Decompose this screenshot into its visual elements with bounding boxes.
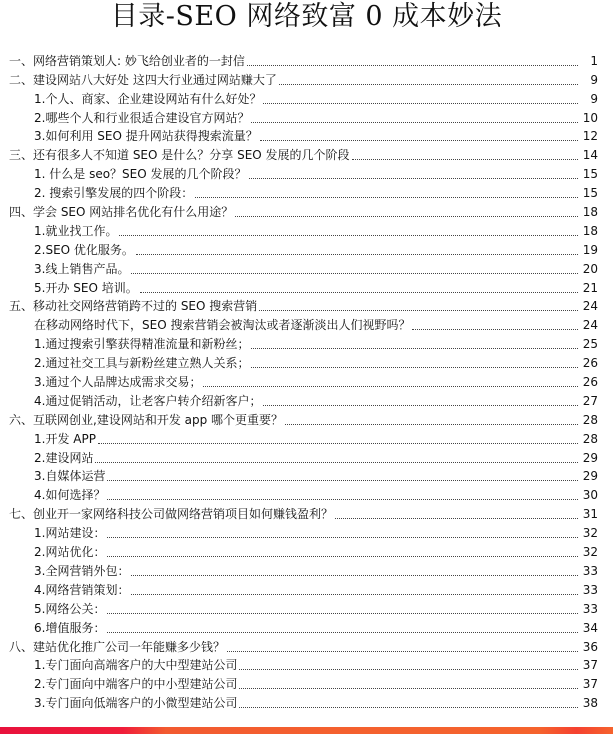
toc-section-entry[interactable] [0,692,613,711]
toc-entry-label: 在移动网络时代下，SEO 搜索营销会被淘汰或者逐渐淡出人们视野吗？ [34,318,411,333]
toc-page-number: 25 [582,337,598,352]
toc-dot-leader [107,631,578,633]
toc-chapter-entry[interactable] [0,296,613,315]
toc-dot-leader [239,706,578,708]
toc-dot-leader [249,177,578,179]
toc-dot-leader [251,347,578,349]
toc-entry-label: 2. 搜索引擎发展的四个阶段： [34,186,194,201]
toc-page-number: 24 [582,299,598,314]
toc-chapter-entry[interactable] [0,69,613,88]
toc-section-entry[interactable] [0,673,613,692]
toc-section-entry[interactable] [0,314,613,333]
toc-page-number: 30 [582,488,598,503]
toc-section-entry[interactable] [0,598,613,617]
toc-page-number: 28 [582,412,598,427]
toc-page-number: 9 [590,91,598,106]
toc-dot-leader [352,158,578,160]
toc-section-entry[interactable] [0,352,613,371]
toc-dot-leader [107,479,578,481]
toc-section-entry[interactable] [0,428,613,447]
toc-page-number: 10 [582,110,598,125]
toc-dot-leader [251,121,578,123]
toc-page-number: 18 [582,205,598,220]
toc-page-number: 21 [582,280,598,295]
toc-page-number: 29 [582,450,598,465]
toc-section-entry[interactable] [0,107,613,126]
toc-section-entry[interactable] [0,447,613,466]
toc-page-number: 20 [582,261,598,276]
toc-section-entry[interactable] [0,560,613,579]
toc-page-number: 38 [582,696,598,711]
toc-section-entry[interactable] [0,239,613,258]
toc-entry-label: 1.网站建设： [34,526,106,541]
toc-dot-leader [203,385,578,387]
toc-dot-leader [263,102,578,104]
toc-page-number: 1 [590,53,598,68]
toc-chapter-entry[interactable] [0,201,613,220]
toc-dot-leader [107,498,578,500]
toc-entry-label: 七、创业开一家网络科技公司做网络营销项目如何赚钱盈利？ [9,507,334,522]
toc-page-number: 24 [582,318,598,333]
toc-entry-label: 2.网站优化： [34,545,106,560]
toc-dot-leader [107,555,578,557]
toc-entry-label: 1.个人、商家、企业建设网站有什么好处？ [34,91,262,106]
toc-page-number: 37 [582,658,598,673]
toc-dot-leader [131,574,578,576]
toc-page-number: 19 [582,242,598,257]
toc-dot-leader [107,612,578,614]
toc-entry-label: 五、移动社交网络营销跨不过的 SEO 搜索营销 [9,299,258,314]
table-of-contents [0,50,613,711]
toc-page-number: 29 [582,469,598,484]
toc-entry-label: 2.通过社交工具与新粉丝建立熟人关系； [34,356,250,371]
toc-entry-label: 4.网络营销策划： [34,582,130,597]
toc-dot-leader [251,366,578,368]
toc-page-number: 31 [582,507,598,522]
toc-entry-label: 1.开发 APP [34,431,96,446]
toc-entry-label: 3.线上销售产品。 [34,261,130,276]
toc-entry-label: 一、网络营销策划人: 妙飞给创业者的一封信 [9,53,245,68]
toc-dot-leader [260,139,578,141]
toc-section-entry[interactable] [0,617,613,636]
toc-page-number: 33 [582,563,598,578]
toc-entry-label: 1.专门面向高端客户的大中型建站公司 [34,658,238,673]
toc-chapter-entry[interactable] [0,50,613,69]
toc-chapter-entry[interactable] [0,409,613,428]
toc-page-number: 18 [582,223,598,238]
toc-entry-label: 1.就业找工作。 [34,223,118,238]
toc-section-entry[interactable] [0,126,613,145]
toc-page-number: 33 [582,601,598,616]
toc-section-entry[interactable] [0,541,613,560]
toc-entry-label: 八、建站优化推广公司一年能赚多少钱？ [9,639,226,654]
toc-page-number: 28 [582,431,598,446]
toc-entry-label: 六、互联网创业,建设网站和开发 app 哪个更重要？ [9,412,284,427]
toc-entry-label: 1. 什么是 seo？SEO 发展的几个阶段？ [34,167,247,182]
toc-section-entry[interactable] [0,88,613,107]
toc-section-entry[interactable] [0,258,613,277]
toc-entry-label: 3.通过个人品牌达成需求交易； [34,375,202,390]
toc-entry-label: 3.自媒体运营 [34,469,106,484]
toc-section-entry[interactable] [0,466,613,485]
toc-page-number: 26 [582,375,598,390]
toc-dot-leader [263,404,578,406]
toc-dot-leader [259,309,578,311]
toc-page-number: 12 [582,129,598,144]
toc-dot-leader [412,328,578,330]
toc-section-entry[interactable] [0,579,613,598]
toc-dot-leader [107,536,578,538]
toc-dot-leader [131,593,578,595]
toc-dot-leader [239,668,578,670]
toc-section-entry[interactable] [0,277,613,296]
toc-entry-label: 2.专门面向中端客户的中小型建站公司 [34,677,238,692]
toc-dot-leader [227,650,578,652]
toc-section-entry[interactable] [0,655,613,674]
toc-chapter-entry[interactable] [0,636,613,655]
toc-section-entry[interactable] [0,484,613,503]
toc-entry-label: 2.建设网站 [34,450,94,465]
toc-entry-label: 5.开办 SEO 培训。 [34,280,138,295]
toc-page-number: 32 [582,526,598,541]
toc-section-entry[interactable] [0,220,613,239]
toc-page-number: 26 [582,356,598,371]
toc-section-entry[interactable] [0,371,613,390]
toc-entry-label: 3.专门面向低端客户的小微型建站公司 [34,696,238,711]
toc-page-number: 33 [582,582,598,597]
toc-chapter-entry[interactable] [0,503,613,522]
toc-chapter-entry[interactable] [0,144,613,163]
toc-dot-leader [285,423,578,425]
toc-entry-label: 1.通过搜索引擎获得精准流量和新粉丝； [34,337,250,352]
toc-dot-leader [247,64,578,66]
toc-section-entry[interactable] [0,522,613,541]
toc-page-number: 37 [582,677,598,692]
toc-entry-label: 3.全网营销外包： [34,563,130,578]
toc-page-number: 32 [582,545,598,560]
toc-entry-label: 三、还有很多人不知道 SEO 是什么？分享 SEO 发展的几个阶段 [9,148,350,163]
toc-page-number: 34 [582,620,598,635]
toc-section-entry[interactable] [0,333,613,352]
toc-dot-leader [98,442,578,444]
document-title: 目录-SEO 网络致富 0 成本妙法 [110,1,503,32]
toc-page-number: 14 [582,148,598,163]
footer-accent-bar [0,727,613,734]
toc-entry-label: 5.网络公关： [34,601,106,616]
toc-section-entry[interactable] [0,163,613,182]
toc-dot-leader [140,291,578,293]
toc-dot-leader [95,461,578,463]
toc-dot-leader [195,196,578,198]
toc-section-entry[interactable] [0,182,613,201]
toc-page-number: 15 [582,167,598,182]
toc-entry-label: 二、建设网站八大好处 这四大行业通过网站赚大了 [9,72,277,87]
toc-dot-leader [239,687,578,689]
toc-section-entry[interactable] [0,390,613,409]
toc-page-number: 9 [590,72,598,87]
toc-dot-leader [279,83,578,85]
toc-dot-leader [136,253,578,255]
toc-entry-label: 2.哪些个人和行业很适合建设官方网站？ [34,110,250,125]
toc-entry-label: 4.如何选择？ [34,488,106,503]
toc-dot-leader [335,517,578,519]
toc-dot-leader [235,215,578,217]
toc-page-number: 27 [582,393,598,408]
toc-entry-label: 四、学会 SEO 网站排名优化有什么用途？ [9,205,234,220]
toc-page-number: 36 [582,639,598,654]
toc-entry-label: 6.增值服务： [34,620,106,635]
toc-dot-leader [131,272,578,274]
toc-dot-leader [119,234,578,236]
toc-entry-label: 2.SEO 优化服务。 [34,242,134,257]
toc-page-number: 15 [582,186,598,201]
toc-entry-label: 3.如何利用 SEO 提升网站获得搜索流量？ [34,129,258,144]
toc-entry-label: 4.通过促销活动，让老客户转介绍新客户； [34,393,262,408]
